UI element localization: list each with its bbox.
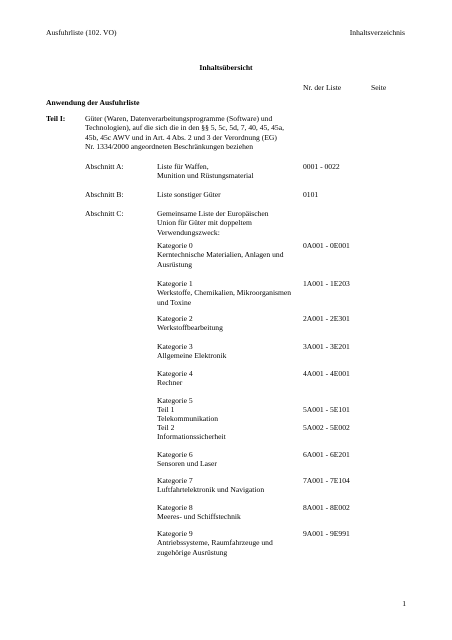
kategorie-line: Sensoren und Laser <box>157 459 217 469</box>
abschnitt-description <box>157 190 297 199</box>
list-number: 3A001 - 3E201 <box>303 342 350 351</box>
kategorie-line: Kategorie 9 <box>157 529 193 538</box>
kategorie-entry <box>157 423 297 442</box>
abschnitt-label: Abschnitt C: <box>85 209 124 218</box>
column-header-nr: Nr. der Liste <box>303 83 342 92</box>
kategorie-line: Teil 2 <box>157 423 175 432</box>
abschnitt-line: Gemeinsame Liste der Europäischen <box>157 209 269 218</box>
abschnitt-line: Union für Güter mit doppeltem <box>157 218 252 228</box>
kategorie-entry <box>157 314 297 333</box>
list-number: 1A001 - 1E203 <box>303 279 350 288</box>
abschnitt-description <box>157 209 297 237</box>
kategorie-line: Antriebssysteme, Raumfahrzeuge und <box>157 538 273 548</box>
page-title: Inhaltsübersicht <box>199 63 253 72</box>
kategorie-line: Allgemeine Elektronik <box>157 351 227 361</box>
kategorie-line: und Toxine <box>157 297 192 307</box>
kategorie-entry <box>157 529 297 557</box>
list-number: 7A001 - 7E104 <box>303 476 350 485</box>
list-number: 5A001 - 5E101 <box>303 405 350 414</box>
list-number: 4A001 - 4E001 <box>303 369 350 378</box>
page-number: 1 <box>402 599 406 608</box>
kategorie-entry <box>157 241 297 269</box>
abschnitt-label: Abschnitt B: <box>85 190 124 199</box>
kategorie-line: Kategorie 3 <box>157 342 193 351</box>
kategorie-line: Kategorie 1 <box>157 279 193 288</box>
list-number: 0A001 - 0E001 <box>303 241 350 250</box>
kategorie-entry <box>157 369 297 388</box>
header-left: Ausfuhrliste (102. VO) <box>46 28 117 37</box>
abschnitt-label: Abschnitt A: <box>85 162 124 171</box>
teil-line: Technologien), auf die sich die in den §§ 5, 5c, 5d, 7, 40, 45, 45a, <box>85 123 284 133</box>
abschnitt-line: Verwendungszweck: <box>157 227 220 237</box>
list-number: 0001 - 0022 <box>303 162 340 171</box>
section-heading: Anwendung der Ausfuhrliste <box>46 98 140 107</box>
kategorie-line: Kategorie 6 <box>157 450 193 459</box>
kategorie-line: Teil 1 <box>157 405 175 414</box>
kategorie-line: Informationssicherheit <box>157 432 226 442</box>
header-right: Inhaltsverzeichnis <box>349 28 405 37</box>
abschnitt-line: Liste sonstiger Güter <box>157 190 221 199</box>
list-number: 6A001 - 6E201 <box>303 450 350 459</box>
abschnitt-description <box>157 162 297 181</box>
kategorie-line: Kategorie 0 <box>157 241 193 250</box>
list-number: 9A001 - 9E991 <box>303 529 350 538</box>
kategorie-entry <box>157 450 297 469</box>
kategorie-line: Werkstoffbearbeitung <box>157 323 223 333</box>
kategorie-line: Kategorie 2 <box>157 314 193 323</box>
kategorie-line: Meeres- und Schiffstechnik <box>157 512 241 522</box>
abschnitt-line: Liste für Waffen, <box>157 162 209 171</box>
list-number: 0101 <box>303 190 319 199</box>
teil-label: Teil I: <box>46 114 66 123</box>
teil-description <box>85 114 315 152</box>
kategorie-line: Kategorie 4 <box>157 369 193 378</box>
list-number: 5A002 - 5E002 <box>303 423 350 432</box>
column-header-seite: Seite <box>371 83 387 92</box>
abschnitt-line: Munition und Rüstungsmaterial <box>157 171 254 181</box>
kategorie-line: Kategorie 7 <box>157 476 193 485</box>
kategorie-line: Rechner <box>157 378 183 388</box>
kategorie-line: Ausrüstung <box>157 259 193 269</box>
kategorie-entry <box>157 396 297 405</box>
teil-line: Nr. 1334/2000 angeordneten Beschränkungen beziehen <box>85 142 254 152</box>
kategorie-line: Telekommunikation <box>157 414 219 424</box>
teil-line: 45b, 45c AWV und in Art. 4 Abs. 2 und 3 der Verordnung (EG) <box>85 132 277 142</box>
list-number: 8A001 - 8E002 <box>303 503 350 512</box>
kategorie-line: Kerntechnische Materialien, Anlagen und <box>157 250 284 260</box>
kategorie-line: Werkstoffe, Chemikalien, Mikroorganismen <box>157 288 292 298</box>
kategorie-entry <box>157 342 297 361</box>
kategorie-entry <box>157 405 297 424</box>
kategorie-line: Kategorie 8 <box>157 503 193 512</box>
kategorie-entry <box>157 503 297 522</box>
kategorie-entry <box>157 476 297 495</box>
list-number: 2A001 - 2E301 <box>303 314 350 323</box>
kategorie-line: Luftfahrtelektronik und Navigation <box>157 485 265 495</box>
kategorie-line: Kategorie 5 <box>157 396 193 405</box>
teil-line: Güter (Waren, Datenverarbeitungsprogramme (Software) und <box>85 114 273 123</box>
kategorie-line: zugehörige Ausrüstung <box>157 547 228 557</box>
kategorie-entry <box>157 279 297 307</box>
